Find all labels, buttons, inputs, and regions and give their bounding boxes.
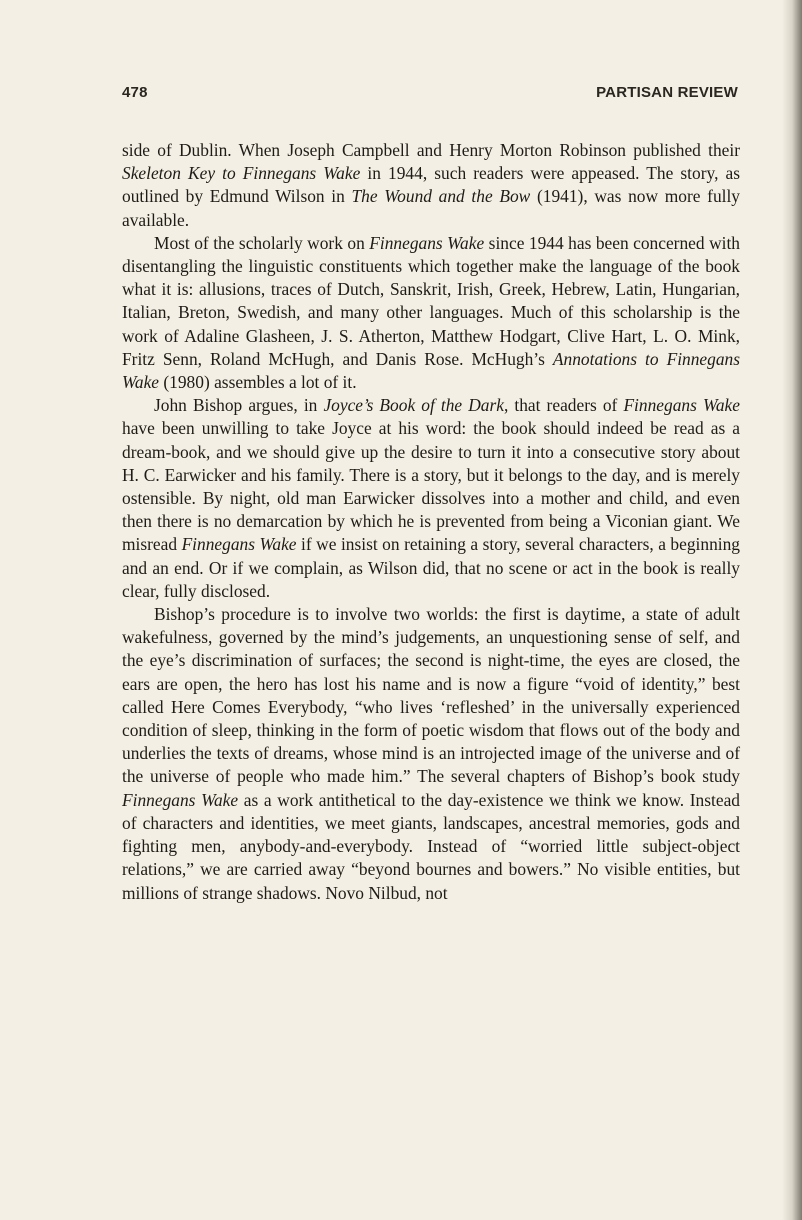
text-run: have been unwilling to take Joyce at his word: the book should indeed be read as a dream-book, and we should give up the desire to turn it into a consecutive story about H. C. Earwicker and his family. There is a story, but it belongs to the day, and is merely ostensible. By night, old man Earwicker dissolves into a mother and child, and even then there is no demarcation by which he is prevented from being a Viconian giant. We misread [122,418,740,555]
italic-title: Finnegans Wake [623,395,740,416]
italic-title: Annotations to Finnegans Wake [122,348,740,393]
journal-title: PARTISAN REVIEW [596,84,738,101]
text-run: John Bishop argues, in [154,395,324,416]
text-run: if we insist on retaining a story, several characters, a beginning and an end. Or if we complain, as Wilson did, that no scene or act in the book is really clear, fully disclosed. [122,534,740,601]
italic-title: Finnegans Wake [181,534,297,555]
italic-title: Finnegans Wake [369,232,485,253]
paragraph [122,603,740,905]
text-run: side of Dublin. When Joseph Campbell and Henry Morton Robinson published their [122,140,740,160]
body-text [122,139,740,905]
paragraph [122,139,740,232]
text-run: since 1944 has been concerned with disentangling the linguistic constituents which together make the language of the book what it is: allusions, traces of Dutch, Sanskrit, Irish, Greek, Hebrew, Latin, Hungarian, Italian, Breton, Swedish, and many other languages. Much of this scholarship is the work of Adaline Glasheen, J. S. Atherton, Matthew Hodgart, Clive Hart, L. O. Mink, Fritz Senn, Roland McHugh, and Danis Rose. McHugh’s [122,232,740,369]
paragraph [122,394,740,603]
text-run: Bishop’s procedure is to involve two worlds: the first is daytime, a state of adult wakefulness, governed by the mind’s judgements, an unquestioning sense of self, and the eye’s discrimination of surfaces; the second is night-time, the eyes are closed, the ears are open, the hero has lost his name and is now a figure “void of identity,” best called Here Comes Everybody, “who lives ‘refleshed’ in the universally experienced condition of sleep, thinking in the form of poetic wisdom that flows out of the body and underlies the texts of dreams, whose mind is an introjected image of the universe and of the universe of people who made him.” The several chapters of Bishop’s book study [122,604,740,787]
text-run: (1941), was now more fully available. [122,186,740,230]
text-run: in 1944, such readers were appeased. The story, as outlined by Edmund Wilson in [122,163,740,207]
paragraph [122,232,740,394]
text-run: , that readers of [503,395,624,416]
text-run: Most of the scholarly work on [154,232,370,253]
text-run: (1980) assembles a lot of it. [159,372,357,393]
text-run: as a work antithetical to the day-existence we think we know. Instead of characters and identities, we meet giants, landscapes, ancestral memories, gods and fighting men, anybody-and-everybody. Instead of “worried little subject-object relations,” we are carried away “beyond bournes and bowers.” No visible entities, but millions of strange shadows. Novo Nilbud, not [122,789,740,903]
page-number: 478 [122,84,148,101]
italic-title: Joyce’s Book of the Dark [323,395,504,416]
running-head [122,84,738,106]
italic-title: Skeleton Key to Finnegans Wake [122,163,361,184]
italic-title: Finnegans Wake [122,789,239,810]
italic-title: The Wound and the Bow [351,186,531,207]
page-edge-shadow [782,0,802,1220]
